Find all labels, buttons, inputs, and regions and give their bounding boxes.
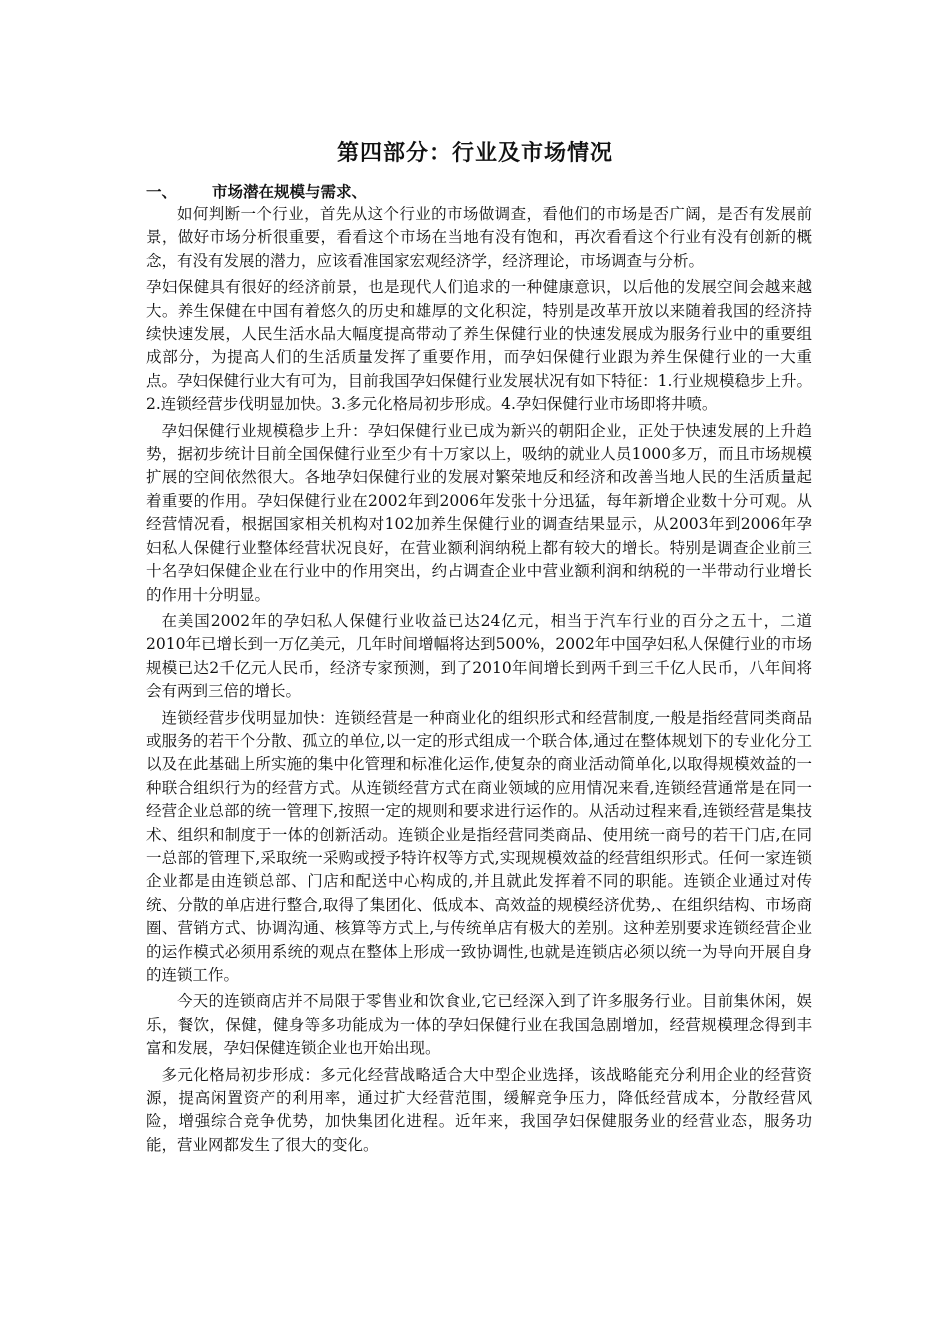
- paragraph: 孕妇保健行业规模稳步上升：孕妇保健行业已成为新兴的朝阳企业，正处于快速发展的上升趋势，据初步统计目前全国保健行业至少有十万家以上，吸纳的就业人员1000多万，而且市场规模扩展的空间依然很大。各地孕妇保健行业的发展对繁荣地反和经济和改善当地人民的生活质量起着重要的作用。孕妇保健行业在2002年到2006年发张十分迅猛，每年新增企业数十分可观。从经营情况看，根据国家相关机构对102加养生保健行业的调查结果显示，从2003年到2006年孕妇私人保健行业整体经营状况良好，在营业额利润纳税上都有较大的增长。特别是调查企业前三十名孕妇保健企业在行业中的作用突出，约占调查企业中营业额利润和纳税的一半带动行业增长的作用十分明显。: [146, 421, 812, 604]
- paragraph: 孕妇保健具有很好的经济前景，也是现代人们追求的一种健康意识，以后他的发展空间会越来越大。养生保健在中国有着悠久的历史和雄厚的文化积淀，特别是改革开放以来随着我国的经济持续快速发展，人民生活水品大幅度提高带动了养生保健行业的快速发展成为服务行业中的重要组成部分，为提高人们的生活质量发挥了重要作用，而孕妇保健行业跟为养生保健行业的一大重点。孕妇保健行业大有可为，目前我国孕妇保健行业发展状况有如下特征：1.行业规模稳步上升。2.连锁经营步伐明显加快。3.多元化格局初步形成。4.孕妇保健行业市场即将井喷。: [146, 278, 812, 414]
- paragraph: 连锁经营步伐明显加快：连锁经营是一种商业化的组织形式和经营制度,一般是指经营同类商品或服务的若干个分散、孤立的单位,以一定的形式组成一个联合体,通过在整体规划下的专业化分工以及在此基础上所实施的集中化管理和标准化运作,使复杂的商业活动简单化,以取得规模效益的一种联合组织行为的经营方式。从连锁经营方式在商业领域的应用情况来看,连锁经营通常是在同一经营企业总部的统一管理下,按照一定的规则和要求进行运作的。从活动过程来看,连锁经营是集技术、组织和制度于一体的创新活动。连锁企业是指经营同类商品、使用统一商号的若干门店,在同一总部的管理下,采取统一采购或授予特许权等方式,实现规模效益的经营组织形式。任何一家连锁企业都是由连锁总部、门店和配送中心构成的,并且就此发挥着不同的职能。连锁企业通过对传统、分散的单店进行整合,取得了集团化、低成本、高效益的规模经济优势,、在组织结构、市场商圈、营销方式、协调沟通、核算等方式上,与传统单店有极大的差别。这种差别要求连锁经营企业的运作模式必须用系统的观点在整体上形成一致协调性,也就是连锁店必须以统一为导向开展自身的连锁工作。: [146, 708, 812, 984]
- paragraph: 多元化格局初步形成：多元化经营战略适合大中型企业选择，该战略能充分利用企业的经营资源，提高闲置资产的利用率，通过扩大经营范围，缓解竞争压力，降低经营成本，分散经营风险，增强综合竞争优势，加快集团化进程。近年来，我国孕妇保健服务业的经营业态，服务功能，营业网都发生了很大的变化。: [146, 1065, 812, 1154]
- paragraph: 如何判断一个行业，首先从这个行业的市场做调查，看他们的市场是否广阔，是否有发展前景，做好市场分析很重要，看看这个市场在当地有没有饱和，再次看看这个行业有没有创新的概念，有没有发展的潜力，应该看准国家宏观经济学，经济理论，市场调查与分析。: [146, 205, 812, 270]
- paragraph: 在美国2002年的孕妇私人保健行业收益已达24亿元，相当于汽车行业的百分之五十，二道2010年已增长到一万亿美元，几年时间增幅将达到500%，2002年中国孕妇私人保健行业的市场规模已达2千亿元人民币，经济专家预测，到了2010年间增长到两千到三千亿人民币，八年间将会有两到三倍的增长。: [146, 611, 812, 701]
- page-title: 第四部分：行业及市场情况: [336, 140, 613, 166]
- section-heading: [146, 180, 367, 202]
- paragraph: 今天的连锁商店并不局限于零售业和饮食业,它已经深入到了许多服务行业。目前集休闲，娱乐，餐饮，保健，健身等多功能成为一体的孕妇保健行业在我国急剧增加，经营规模理念得到丰富和发展，孕妇保健连锁企业也开始出现。: [146, 992, 812, 1058]
- section-number: 一、: [146, 182, 178, 201]
- section-title: 市场潜在规模与需求、: [212, 182, 368, 201]
- document-body: [146, 203, 812, 1160]
